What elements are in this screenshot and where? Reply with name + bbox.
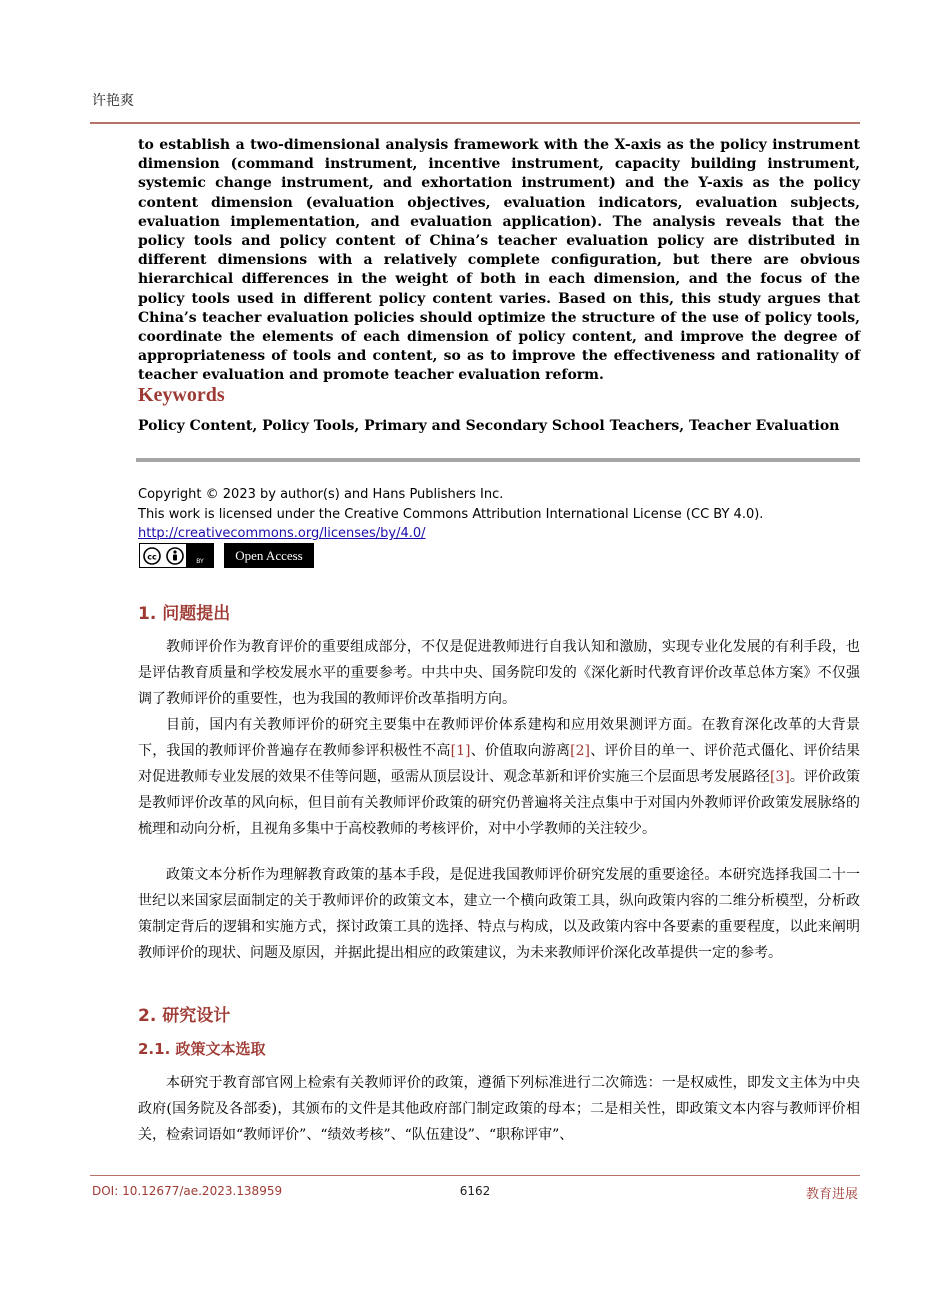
keywords-divider <box>136 458 860 462</box>
citation-1[interactable]: [1] <box>450 743 471 759</box>
cc-icons <box>140 544 187 567</box>
svg-text:cc: cc <box>146 552 157 561</box>
keywords-list: Policy Content, Policy Tools, Primary and Secondary School Teachers, Teacher Evaluation <box>138 418 840 434</box>
paragraph-text: 目前，国内有关教师评价的研究主要集中在教师评价体系建构和应用效果测评方面。在教育深化改革的大背景下，我国的教师评价普遍存在教师参评积极性不高 <box>138 717 860 759</box>
paragraph-text: 。评价政策是教师评价改革的风向标，但目前有关教师评价政策的研究仍普遍将关注点集中于对国内外教师评价政策发展脉络的梳理和动向分析，且视角多集中于高校教师的考核评价，对中小学教师的关注较少。 <box>138 769 861 837</box>
section-1-paragraph-2 <box>138 712 860 842</box>
footer-page-number: 6162 <box>459 1184 491 1198</box>
running-header-author: 许艳爽 <box>92 94 134 109</box>
open-access-badge: Open Access <box>224 543 314 568</box>
section-2-heading: 2. 研究设计 <box>138 1006 231 1026</box>
cc-by-badge[interactable] <box>139 543 214 568</box>
license-link[interactable]: http://creativecommons.org/licenses/by/4.0/ <box>138 526 426 541</box>
paragraph-text: 、评价目的单一、评价范式僵化、评价结果对促进教师专业发展的效果不佳等问题，亟需从顶层设计、观念革新和评价实施三个层面思考发展路径 <box>138 743 861 785</box>
attribution-person-icon <box>166 547 184 565</box>
copyright-block <box>138 485 763 544</box>
header-divider <box>90 122 860 124</box>
footer-journal-name: 教育进展 <box>805 1187 858 1202</box>
footer-doi: DOI: 10.12677/ae.2023.138959 <box>92 1184 283 1198</box>
section-1-paragraph-1: 教师评价作为教育评价的重要组成部分，不仅是促进教师进行自我认知和激励，实现专业化发展的有利手段，也是评估教育质量和学校发展水平的重要参考。中共中央、国务院印发的《深化新时代教育评价改革总体方案》不仅强调了教师评价的重要性，也为我国的教师评价改革指明方向。 <box>138 639 860 707</box>
keywords-heading: Keywords <box>138 384 225 406</box>
license-line: This work is licensed under the Creative Commons Attribution International License (CC BY 4.0). <box>138 506 764 522</box>
citation-2[interactable]: [2] <box>570 743 591 759</box>
paragraph-text: 、价值取向游离 <box>470 743 571 759</box>
section-2-1-heading: 2.1. 政策文本选取 <box>138 1040 266 1058</box>
abstract-continuation: to establish a two-dimensional analysis framework with the X-axis as the policy instrument dimension (command instrument, incentive instrument, capacity building instrument, systemic change instrument, and exhortation instrument) and the Y-axis as the policy content dimension (evaluation objectives, evaluation indicators, evaluation subjects, evaluation implementation, and evaluation application). The analysis reveals that the policy tools and policy content of China’s teacher evaluation policy are distributed in different dimensions with a relatively complete configuration, but there are obvious hierarchical differences in the weight of both in each dimension, and the focus of the policy tools used in different policy content varies. Based on this, this study argues that China’s teacher evaluation policies should optimize the structure of the use of policy tools, coordinate the elements of each dimension of policy content, and improve the degree of appropriateness of tools and content, so as to improve the effectiveness and rationality of teacher evaluation and promote teacher evaluation reform. <box>138 137 860 384</box>
cc-icon <box>143 547 161 565</box>
cc-by-label: BY <box>187 544 213 567</box>
section-1-paragraph-3: 政策文本分析作为理解教育政策的基本手段，是促进我国教师评价研究发展的重要途径。本研究选择我国二十一世纪以来国家层面制定的关于教师评价的政策文本，建立一个横向政策工具，纵向政策内容的二维分析模型，分析政策制定背后的逻辑和实施方式，探讨政策工具的选择、特点与构成，以及政策内容中各要素的重要程度，以此来阐明教师评价的现状、问题及原因，并据此提出相应的政策建议，为未来教师评价深化改革提供一定的参考。 <box>138 867 860 961</box>
copyright-line: Copyright © 2023 by author(s) and Hans Publishers Inc. <box>138 487 504 502</box>
citation-3[interactable]: [3] <box>769 769 790 785</box>
section-2-1-paragraph-1: 本研究于教育部官网上检索有关教师评价的政策，遵循下列标准进行二次筛选：一是权威性，即发文主体为中央政府(国务院及各部委)，其颁布的文件是其他政府部门制定政策的母本；二是相关性，即政策文本内容与教师评价相关，检索词语如“教师评价”、“绩效考核”、“队伍建设”、“职称评审”、 <box>138 1075 860 1143</box>
footer-divider <box>90 1175 860 1176</box>
section-1-heading: 1. 问题提出 <box>138 604 231 624</box>
